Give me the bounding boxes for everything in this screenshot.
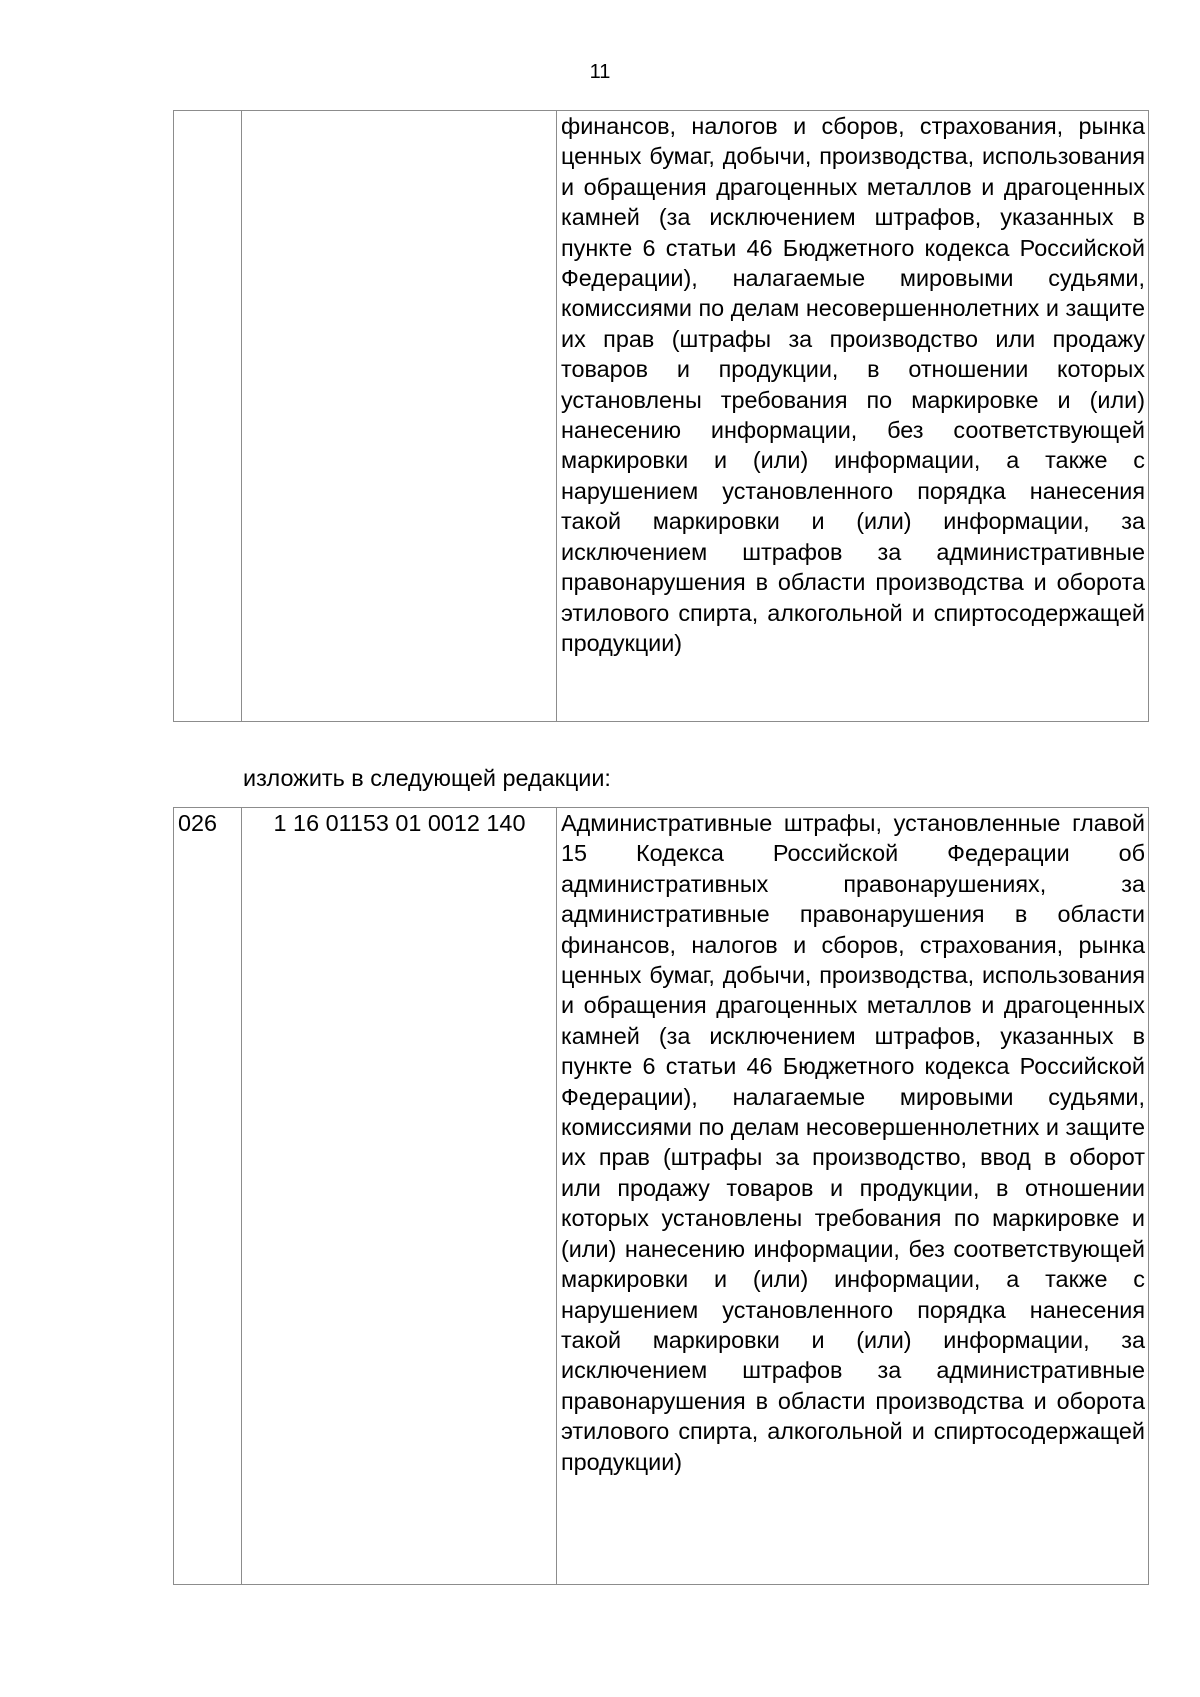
classification-code-cell: 1 16 01153 01 0012 140 bbox=[242, 808, 557, 1585]
amendment-intro-text: изложить в следующей редакции: bbox=[243, 765, 611, 791]
page-number: 11 bbox=[589, 61, 611, 83]
description-cell: Административные штрафы, установленные главой 15 Кодекса Российской Федерации об административных правонарушениях, за административные правонарушения в области финансов, налогов и сборов, страхования, рынка ценных бумаг, добычи, производства, использования и обращения драгоценных металлов и драгоценных камней (за исключением штрафов, указанных в пункте 6 статьи 46 Бюджетного кодекса Российской Федерации), налагаемые мировыми судьями, комиссиями по делам несовершеннолетних и защите их прав (штрафы за производство, ввод в оборот или продажу товаров и продукции, в отношении которых установлены требования по маркировке и (или) нанесению информации, без соответствующей маркировки и (или) информации, а также с нарушением установленного порядка нанесения такой маркировки и (или) информации, за исключением штрафов за административные правонарушения в области производства и оборота этилового спирта, алкогольной и спиртосодержащей продукции) bbox=[557, 808, 1149, 1585]
table-row bbox=[174, 808, 1149, 1585]
description-cell: финансов, налогов и сборов, страхования, рынка ценных бумаг, добычи, производства, использования и обращения драгоценных металлов и драгоценных камней (за исключением штрафов, указанных в пункте 6 статьи 46 Бюджетного кодекса Российской Федерации), налагаемые мировыми судьями, комиссиями по делам несовершеннолетних и защите их прав (штрафы за производство или продажу товаров и продукции, в отношении которых установлены требования по маркировке и (или) нанесению информации, без соответствующей маркировки и (или) информации, а также с нарушением установленного порядка нанесения такой маркировки и (или) информации, за исключением штрафов за административные правонарушения в области производства и оборота этилового спирта, алкогольной и спиртосодержащей продукции) bbox=[557, 111, 1149, 722]
table-new-version bbox=[173, 807, 1149, 1585]
row-number-cell: 026 bbox=[174, 808, 242, 1585]
table-row bbox=[174, 111, 1149, 722]
table-old-version bbox=[173, 110, 1149, 722]
row-number-cell bbox=[174, 111, 242, 722]
classification-code-cell bbox=[242, 111, 557, 722]
